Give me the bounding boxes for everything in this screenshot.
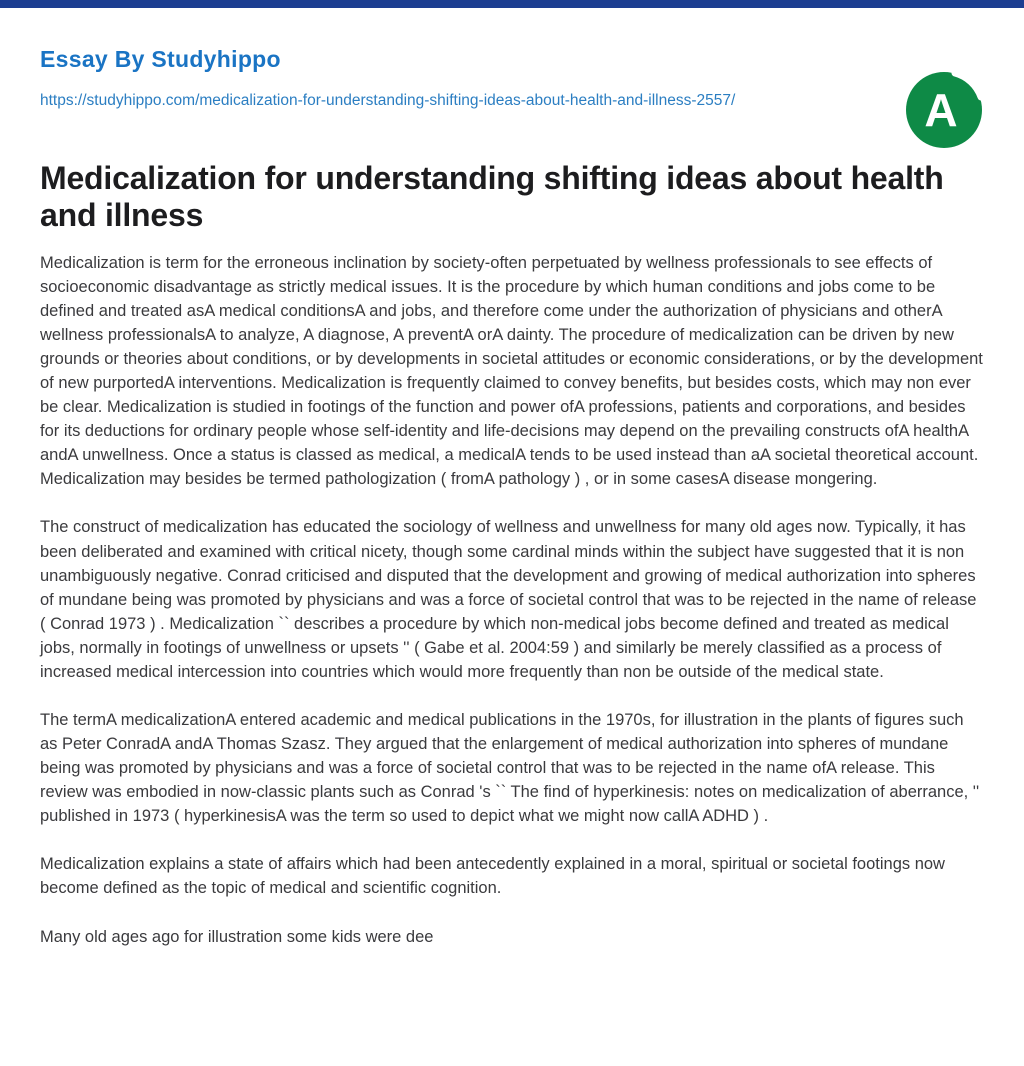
essay-title: Medicalization for understanding shifting ideas about health and illness xyxy=(40,159,944,234)
essay-body xyxy=(40,251,984,949)
essay-paragraph-1: Medicalization is term for the erroneous inclination by society-often perpetuated by wellness professionals to see effects of socioeconomic disadvantage as strictly medical issues. It is the procedure by which human conditions and jobs come to be defined and treated asA medical conditionsA and jobs, and therefore come under the authorization of physicians and otherA wellness professionalsA to analyze, A diagnose, A preventA orA dainty. The procedure of medicalization can be driven by new grounds or theories about conditions, or by developments in societal attitudes or economic considerations, or by the development of new purportedA interventions. Medicalization is frequently claimed to convey benefits, but besides costs, which may non ever be clear. Medicalization is studied in footings of the function and power ofA professions, patients and corporations, and besides for its deductions for ordinary people whose self-identity and life-decisions may depend on the prevailing constructs ofA healthA andA unwellness. Once a status is classed as medical, a medicalA tends to be used instead than aA societal theoretical account. Medicalization may besides be termed pathologization ( fromA pathology ) , or in some casesA disease mongering. xyxy=(40,253,983,489)
essay-paragraph-4: Medicalization explains a state of affairs which had been antecedently explained in a moral, spiritual or societal footings now become defined as the topic of medical and scientific cognition. xyxy=(40,855,945,898)
source-url-link[interactable]: https://studyhippo.com/medicalization-for-understanding-shifting-ideas-about-health-and-illness-2557/ xyxy=(40,92,736,109)
logo-letter: A xyxy=(924,84,958,136)
essay-paragraph-5-truncated: Many old ages ago for illustration some kids were dee xyxy=(40,927,434,946)
essay-paragraph-3: The termA medicalizationA entered academic and medical publications in the 1970s, for illustration in the plants of figures such as Peter ConradA andA Thomas Szasz. They argued that the enlargement of medical authorization into spheres of mundane being was promoted by physicians and was a force of societal control that was to be rejected in the name ofA release. This review was embodied in now-classic plants such as Conrad 's `` The find of hyperkinesis: notes on medicalization of aberrance, '' published in 1973 ( hyperkinesisA was the term so used to depict what we might now callA ADHD ) . xyxy=(40,711,980,826)
essay-paragraph-2: The construct of medicalization has educated the sociology of wellness and unwellness for many old ages now. Typically, it has been deliberated and examined with critical nicety, though some cardinal minds within the subject have suggested that it is non unambiguously negative. Conrad criticised and disputed that the development and growing of medical authorization into spheres of mundane being was promoted by physicians and was a force of societal control that was to be rejected in the name of release ( Conrad 1973 ) . Medicalization `` describes a procedure by which non-medical jobs become defined and treated as medical jobs, normally in footings of unwellness or upsets '' ( Gabe et al. 2004:59 ) and similarly be merely classified as a process of increased medical intercession into countries which would more frequently than non be outside of the medical state. xyxy=(40,518,977,681)
page-header xyxy=(40,46,984,136)
studyhippo-logo-graphic xyxy=(904,70,984,150)
site-heading: Essay By Studyhippo xyxy=(40,46,281,72)
studyhippo-logo xyxy=(904,70,984,150)
page-content xyxy=(0,46,1024,949)
top-accent-bar xyxy=(0,0,1024,8)
